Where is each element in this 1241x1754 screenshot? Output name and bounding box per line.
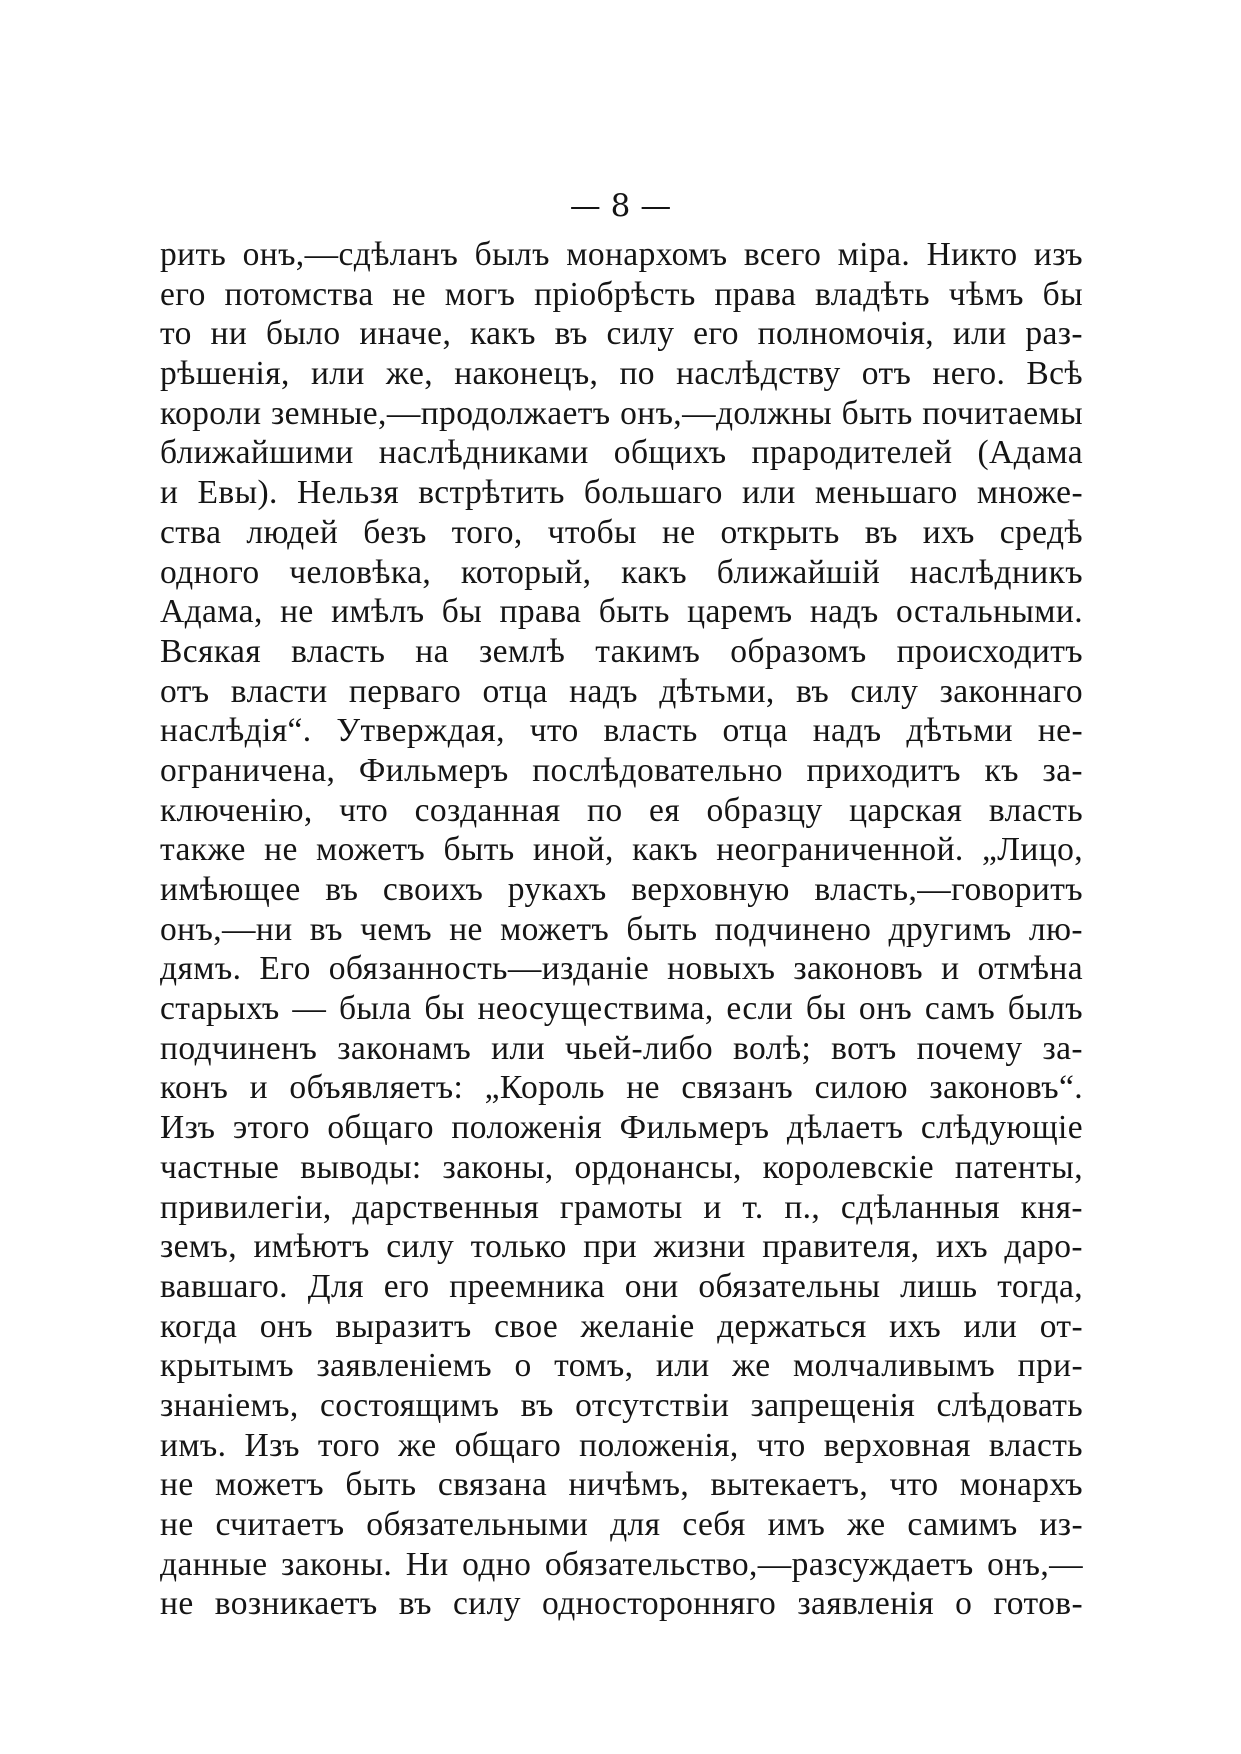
text-line: короли земные,—продолжаетъ онъ,—должны быть почитаемы xyxy=(160,394,1083,432)
text-line: данные законы. Ни одно обязательство,—разсуждаетъ онъ,— xyxy=(160,1545,1083,1583)
text-line: рѣшенія, или же, наконецъ, по наслѣдству отъ него. Всѣ xyxy=(160,355,1083,393)
text-line: одного человѣка, который, какъ ближайшій наслѣдникъ xyxy=(160,553,1083,591)
text-line: ключенію, что созданная по ея образцу царская власть xyxy=(160,791,1083,829)
page-number: — 8 — xyxy=(569,188,672,224)
text-line: имѣющее въ своихъ рукахъ верховную власть,—говоритъ xyxy=(160,871,1083,908)
text-line: то ни было иначе, какъ въ силу его полномочія, или раз- xyxy=(160,315,1083,353)
body-text xyxy=(160,235,1083,1624)
text-line: ства людей безъ того, чтобы не открыть въ ихъ средѣ xyxy=(160,513,1083,551)
text-line: Изъ этого общаго положенія Фильмеръ дѣлаетъ слѣдующіе xyxy=(160,1109,1083,1147)
text-line: старыхъ — была бы неосуществима, если бы онъ самъ былъ xyxy=(160,990,1083,1028)
text-line: отъ власти перваго отца надъ дѣтьми, въ силу законнаго xyxy=(160,672,1083,710)
text-line: подчиненъ законамъ или чьей-либо волѣ; вотъ почему за- xyxy=(160,1029,1083,1067)
text-line: крытымъ заявленіемъ о томъ, или же молчаливымъ при- xyxy=(160,1347,1083,1385)
text-line: привилегіи, дарственныя грамоты и т. п., сдѣланныя кня- xyxy=(160,1188,1083,1226)
text-line: имъ. Изъ того же общаго положенія, что верховная власть xyxy=(160,1426,1083,1464)
text-line: земъ, имѣютъ силу только при жизни правителя, ихъ даро- xyxy=(160,1228,1083,1266)
text-line: также не можетъ быть иной, какъ неограниченной. „Лицо, xyxy=(160,831,1083,869)
text-line: Адама, не имѣлъ бы права быть царемъ надъ остальными. xyxy=(160,593,1083,631)
text-line: частные выводы: законы, ордонансы, королевскіе патенты, xyxy=(160,1148,1083,1186)
text-line: его потомства не могъ пріобрѣсть права владѣть чѣмъ бы xyxy=(160,275,1083,313)
text-line: дямъ. Его обязанность—изданіе новыхъ законовъ и отмѣна xyxy=(160,950,1083,988)
text-line: вавшаго. Для его преемника они обязательны лишь тогда, xyxy=(160,1267,1083,1305)
text-line: когда онъ выразитъ свое желаніе держаться ихъ или от- xyxy=(160,1307,1083,1345)
text-line: Всякая власть на землѣ такимъ образомъ происходитъ xyxy=(160,632,1083,670)
text-line: ближайшими наслѣдниками общихъ прародителей (Адама xyxy=(160,434,1083,472)
text-line: не считаетъ обязательными для себя имъ же самимъ из- xyxy=(160,1506,1083,1543)
text-line: знаніемъ, состоящимъ въ отсутствіи запрещенія слѣдовать xyxy=(160,1386,1083,1424)
text-line: не возникаетъ въ силу односторонняго заявленія о готов- xyxy=(160,1585,1083,1623)
text-line: рить онъ,—сдѣланъ былъ монархомъ всего міра. Никто изъ xyxy=(160,236,1083,273)
text-line: наслѣдія“. Утверждая, что власть отца надъ дѣтьми не- xyxy=(160,712,1083,750)
text-line: не можетъ быть связана ничѣмъ, вытекаетъ, что монархъ xyxy=(160,1466,1083,1504)
text-line: конъ и объявляетъ: „Король не связанъ силою законовъ“. xyxy=(160,1069,1083,1107)
text-line: и Евы). Нельзя встрѣтить большаго или меньшаго множе- xyxy=(160,474,1083,512)
text-line: онъ,—ни въ чемъ не можетъ быть подчинено другимъ лю- xyxy=(160,910,1083,948)
text-line: ограничена, Фильмеръ послѣдовательно приходитъ къ за- xyxy=(160,751,1083,789)
